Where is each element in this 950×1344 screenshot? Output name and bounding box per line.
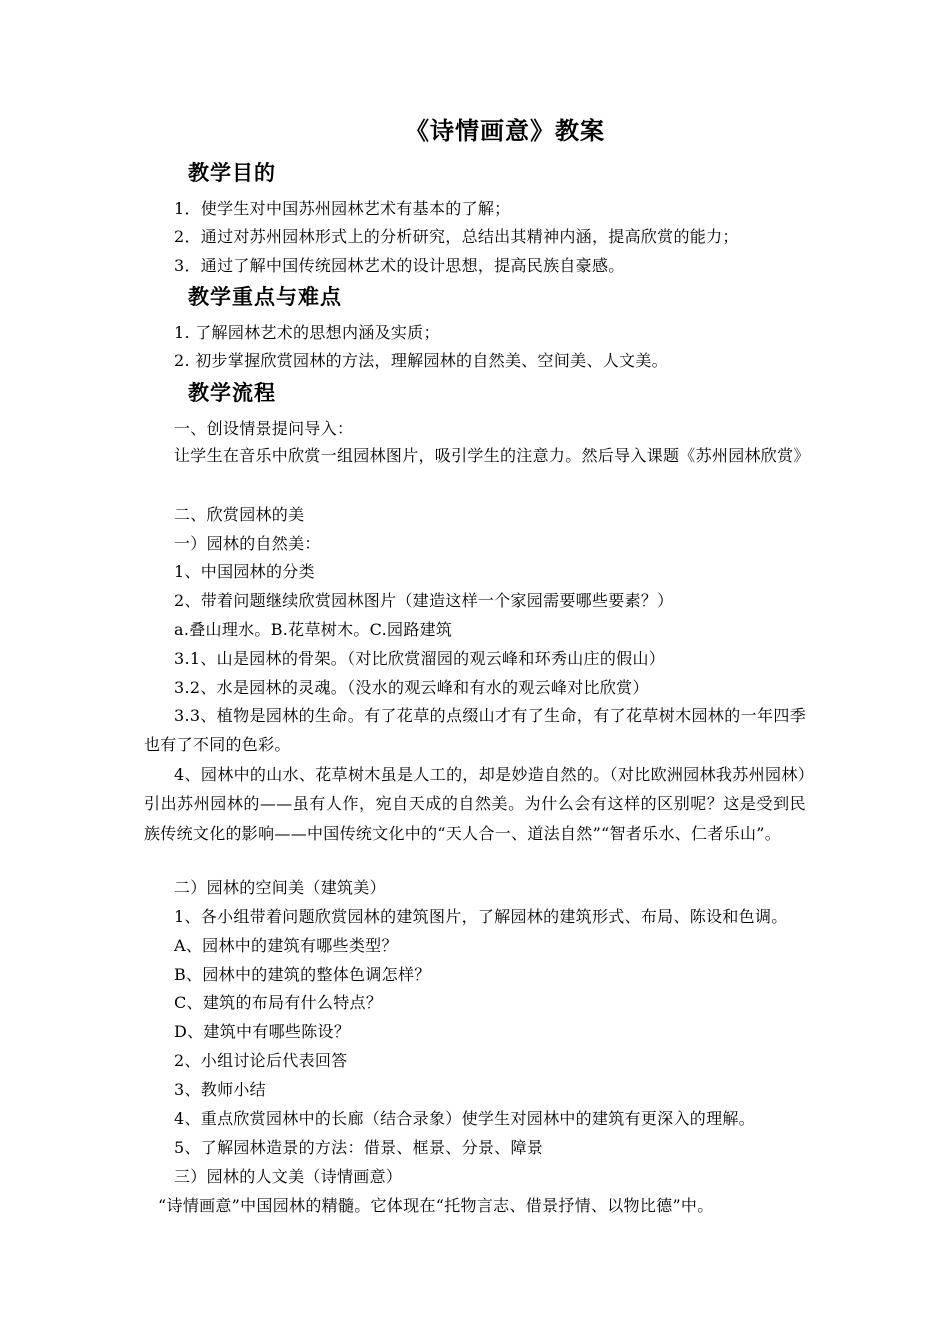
heading-teaching-flow: 教学流程 (188, 380, 276, 405)
part2-question-a: A、园林中的建筑有哪些类型？ (174, 936, 398, 955)
part2-item-2: 2、小组讨论后代表回答 (174, 1051, 348, 1070)
part2-question-c: C、建筑的布局有什么特点？ (174, 993, 383, 1012)
key-point-1: 1. 了解园林艺术的思想内涵及实质； (174, 323, 440, 342)
goal-item-2: 2．通过对苏州园林形式上的分析研究，总结出其精神内涵，提高欣赏的能力； (174, 227, 739, 246)
part1-item-4: 3.1、山是园林的骨架。（对比欣赏溜园的观云峰和环秀山庄的假山） (174, 649, 666, 668)
part1-item-3: a.叠山理水。B.花草树木。C.园路建筑 (174, 620, 453, 639)
key-point-2: 2. 初步掌握欣赏园林的方法，理解园林的自然美、空间美、人文美。 (174, 351, 668, 370)
part1-item-6: 3.3、植物是园林的生命。有了花草的点缀山才有了生命，有了花草树木园林的一年四季也有了不同的色彩。 (144, 706, 806, 755)
part1-item-7: 4、园林中的山水、花草树木虽是人工的，却是妙造自然的。（对比欧洲园林我苏州园林）引出苏州园林的——虽有人作，宛自天成的自然美。为什么会有这样的区别呢？这是受到民族传统文化的影响——中国传统文化中的“天人合一、道法自然”“智者乐水、仁者乐山”。 (144, 765, 806, 843)
part2-question-d: D、建筑中有哪些陈设？ (174, 1022, 351, 1041)
part1-title: 一）园林的自然美： (174, 534, 321, 553)
part2-question-b: B、园林中的建筑的整体色调怎样？ (174, 965, 431, 984)
part2-item-1: 1、各小组带着问题欣赏园林的建筑图片，了解园林的建筑形式、布局、陈设和色调。 (174, 907, 788, 926)
heading-key-points: 教学重点与难点 (188, 284, 342, 309)
goal-item-1: 1．使学生对中国苏州园林艺术有基本的了解； (174, 199, 511, 218)
part2-item-4: 4、重点欣赏园林中的长廊（结合录象）使学生对园林中的建筑有更深入的理解。 (174, 1109, 755, 1128)
part1-item-2: 2、带着问题继续欣赏园林图片（建造这样一个家园需要哪些要素？） (174, 591, 674, 610)
step2-title: 二、欣赏园林的美 (174, 505, 305, 524)
part2-item-3: 3、教师小结 (174, 1080, 266, 1099)
step1-paragraph: 让学生在音乐中欣赏一组园林图片，吸引学生的注意力。然后导入课题《苏州园林欣赏》 (174, 446, 810, 465)
part1-item-1: 1、中国园林的分类 (174, 562, 315, 581)
goal-item-3: 3．通过了解中国传统园林艺术的设计思想，提高民族自豪感。 (174, 256, 625, 275)
step1-title: 一、创设情景提问导入： (174, 419, 354, 438)
part2-title: 二）园林的空间美（建筑美） (174, 878, 386, 897)
document-title: 《诗情画意》教案 (405, 116, 605, 145)
part1-item-5: 3.2、水是园林的灵魂。（没水的观云峰和有水的观云峰对比欣赏） (174, 678, 649, 697)
part2-item-5: 5、了解园林造景的方法：借景、框景、分景、障景 (174, 1138, 544, 1157)
part3-item-1: “诗情画意”中国园林的精髓。它体现在“托物言志、借景抒情、以物比德”中。 (158, 1196, 714, 1215)
heading-teaching-goals: 教学目的 (188, 160, 276, 185)
part3-title: 三）园林的人文美（诗情画意） (174, 1167, 403, 1186)
